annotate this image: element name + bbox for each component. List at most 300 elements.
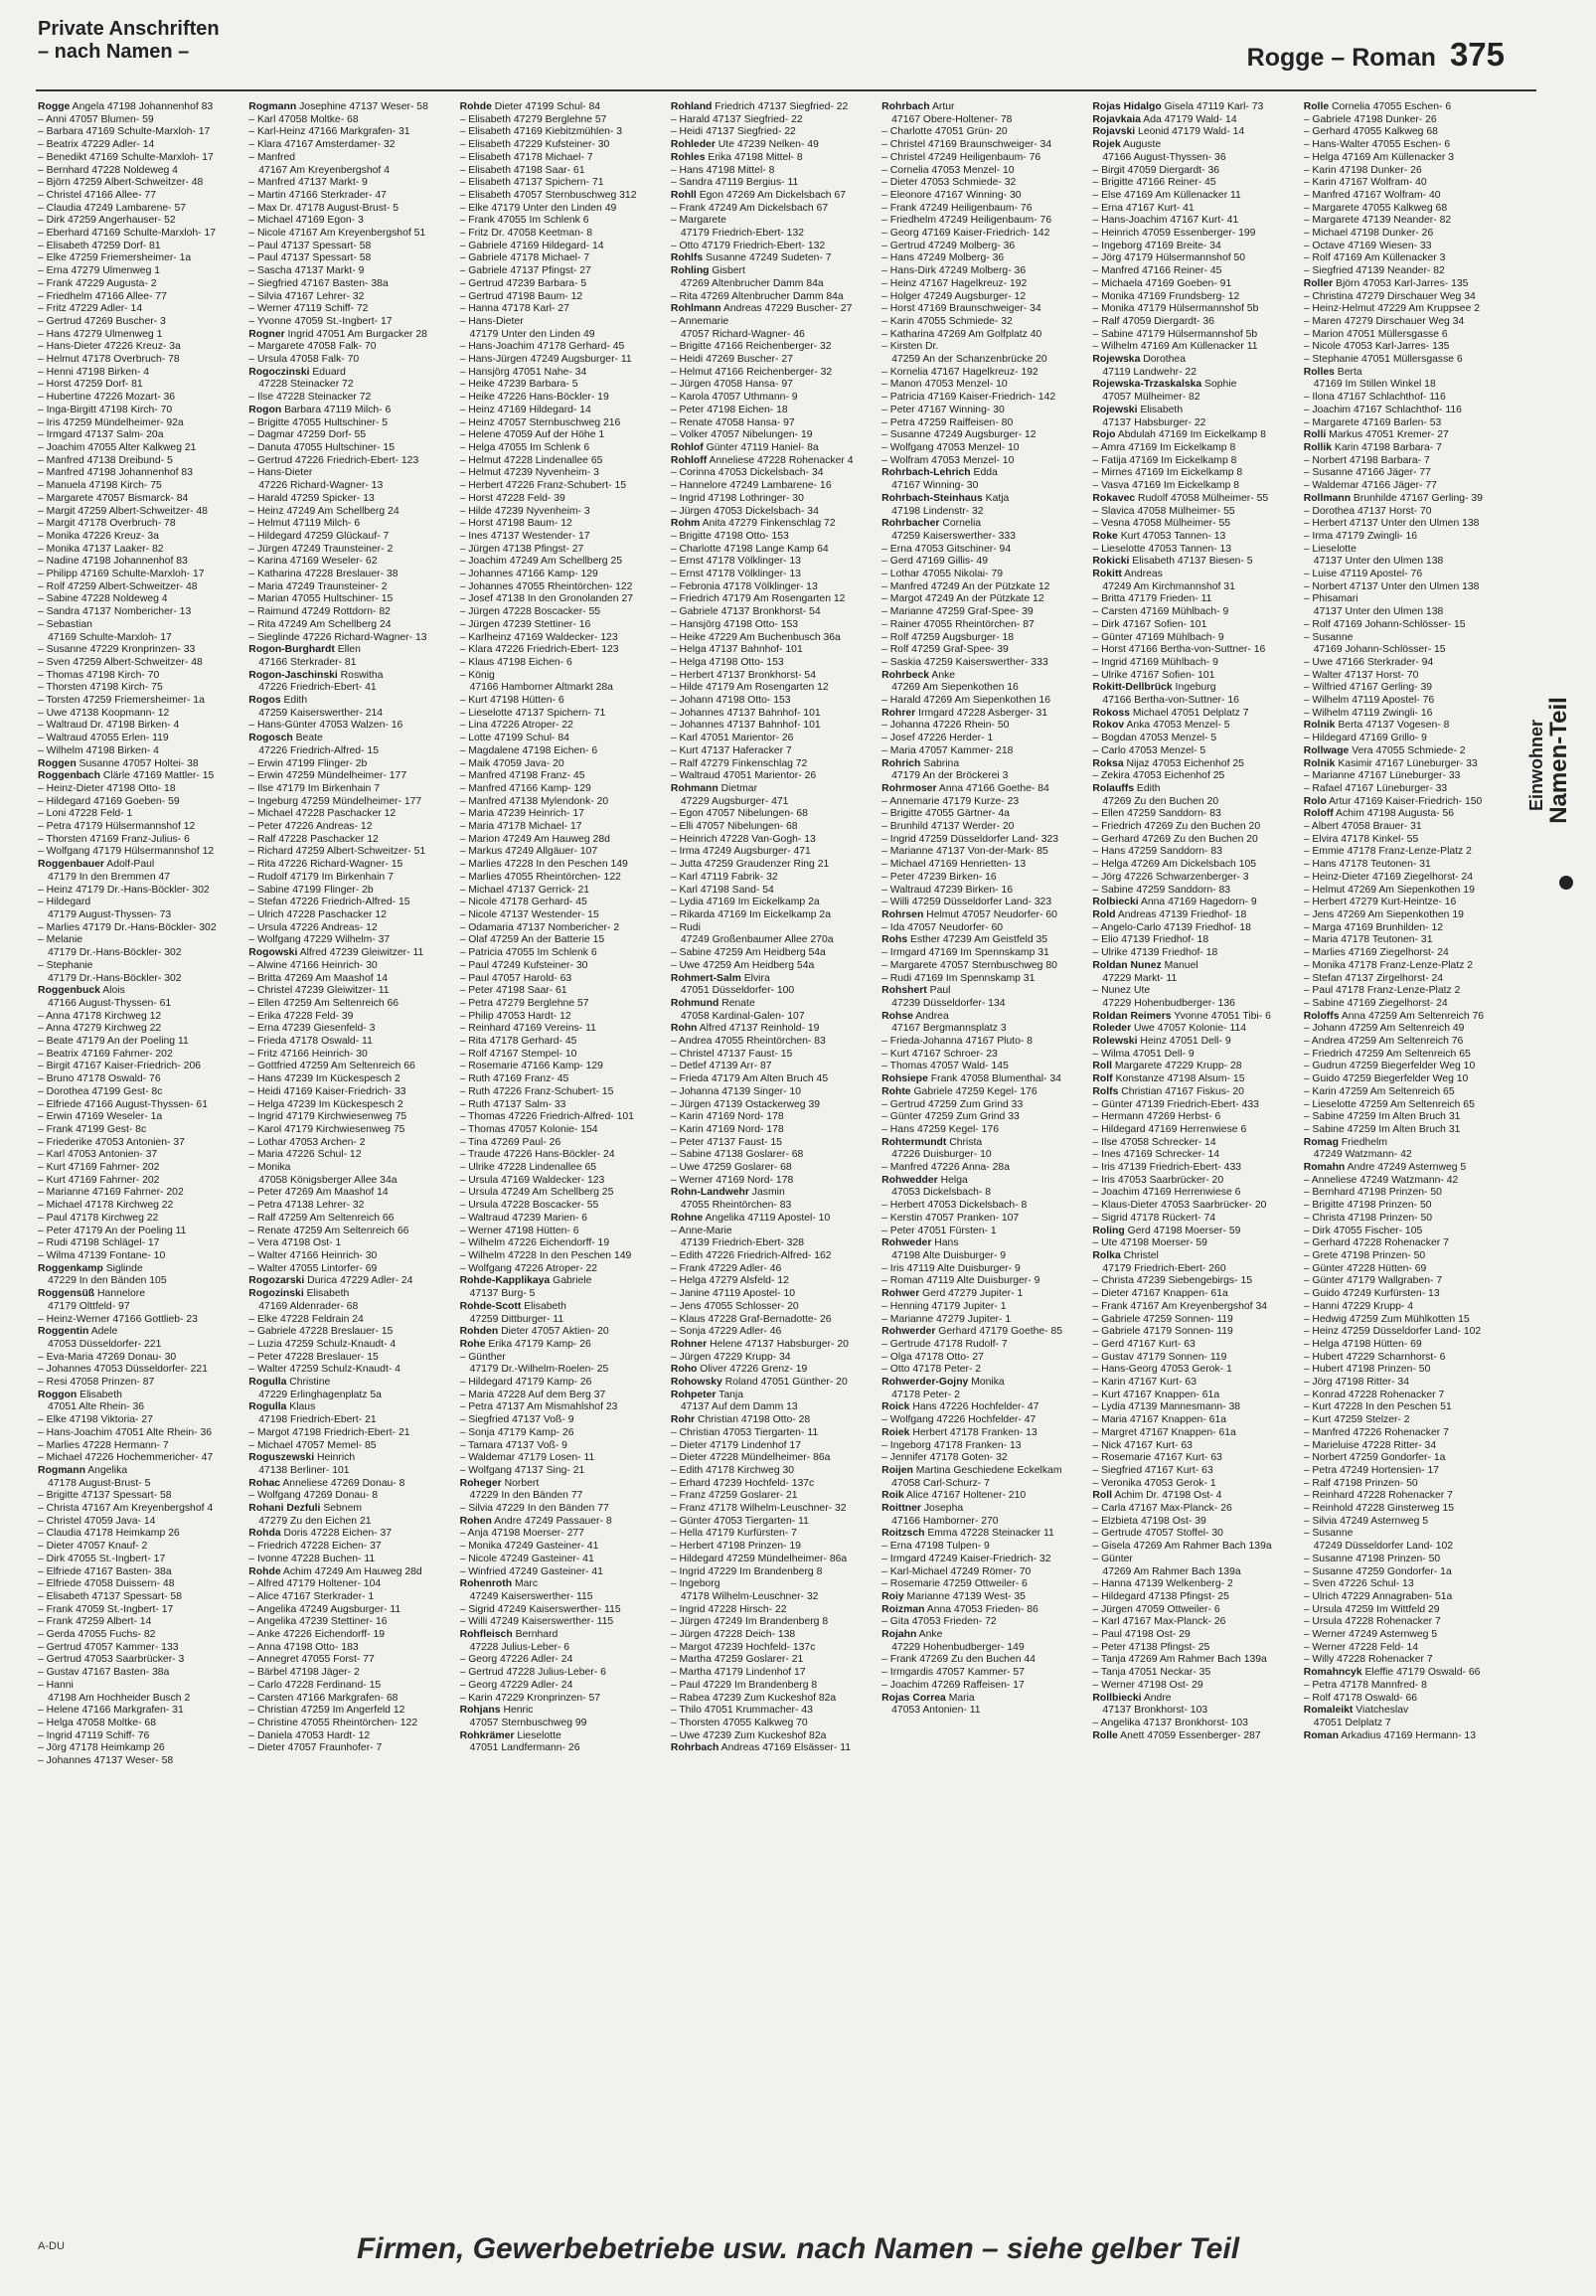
directory-entry [881, 1086, 1086, 1099]
directory-entry [1092, 859, 1297, 872]
directory-entry [38, 455, 242, 468]
directory-entry [460, 1314, 665, 1327]
surname: Rogmann [248, 101, 297, 112]
entry-details: – Günter 47228 Hütten- 69 [1303, 1262, 1427, 1274]
directory-entry [248, 1516, 453, 1529]
directory-entry [248, 1680, 453, 1693]
directory-entry [248, 885, 453, 898]
directory-entry [1304, 1237, 1509, 1250]
directory-entry [671, 1124, 876, 1137]
directory-entry [38, 695, 242, 708]
directory-entry [1092, 1528, 1297, 1541]
directory-entry [38, 506, 242, 519]
entry-details: Ellen [334, 644, 361, 656]
directory-entry [671, 872, 876, 885]
entry-details: – Sabine 47259 Am Heidberg 54a [670, 947, 826, 959]
entry-details: – Ellen 47259 Sanddorn- 83 [1092, 808, 1221, 820]
entry-details: – Brigitte 47198 Otto- 153 [670, 530, 789, 542]
directory-entry [671, 329, 876, 342]
entry-details: – Max Dr. 47178 August-Brust- 5 [248, 202, 399, 214]
entry-details: – Christa 47198 Prinzen- 50 [1303, 1212, 1433, 1224]
entry-details: – Maik 47059 Java- 20 [459, 757, 564, 769]
entry-details: – Jürgen 47249 Im Brandenberg 8 [670, 1616, 829, 1628]
directory-entry [671, 493, 876, 506]
entry-details: – Frank 47199 Gest- 8c [38, 1123, 147, 1135]
directory-entry [460, 1086, 665, 1099]
entry-details: – Dirk 47055 Fischer- 105 [1303, 1225, 1423, 1236]
directory-entry [1304, 1352, 1509, 1365]
directory-entry [1304, 682, 1509, 695]
entry-details: 47179 In den Bremmen 47 [48, 871, 171, 883]
directory-entry [881, 796, 1086, 809]
directory-entry [1092, 1705, 1297, 1718]
directory-entry [248, 644, 453, 657]
directory-entry [248, 493, 453, 506]
directory-entry [248, 1478, 453, 1491]
entry-details: – Wilfried 47167 Gerling- 39 [1303, 682, 1433, 694]
entry-details: – Irma 47249 Augsburger- 471 [670, 846, 811, 858]
directory-entry [248, 1023, 453, 1036]
entry-details: Henric [500, 1705, 534, 1717]
directory-entry [671, 1073, 876, 1086]
entry-details: Berta [1334, 366, 1362, 378]
entry-details: Herbert 47178 Franken- 13 [909, 1426, 1037, 1438]
entry-details: 47249 Am Kirchmannshof 31 [1102, 580, 1235, 592]
entry-details: 47228 Steinacker 72 [258, 379, 354, 391]
directory-entry [460, 1250, 665, 1263]
directory-entry [671, 1616, 876, 1629]
entry-details: 47178 Wilhelm-Leuschner- 32 [680, 1590, 819, 1602]
directory-entry [38, 177, 242, 190]
entry-details: – Michael 47228 Paschacker 12 [248, 808, 397, 820]
directory-entry [460, 1414, 665, 1427]
directory-entry [248, 544, 453, 557]
entry-details: Anett 47059 Essenberger- 287 [1117, 1729, 1261, 1741]
directory-entry [248, 278, 453, 291]
surname: Rogosch [248, 733, 293, 744]
entry-details: – Wolfgang 47229 Wilhelm- 37 [248, 934, 391, 946]
entry-details: Uwe 47057 Kolonie- 114 [1131, 1023, 1247, 1035]
directory-entry [1092, 897, 1297, 909]
directory-entry [460, 341, 665, 354]
directory-entry [38, 241, 242, 253]
directory-entry [248, 985, 453, 998]
directory-entry [460, 429, 665, 442]
surname: Rohling [670, 265, 710, 277]
directory-entry [881, 1591, 1086, 1604]
directory-entry [248, 1604, 453, 1617]
directory-entry [1304, 770, 1509, 783]
surname: Roldan Nunez [1092, 959, 1162, 971]
entry-details: 47169 Aldenrader- 68 [258, 1300, 359, 1312]
surname: Rohde [248, 1565, 281, 1577]
entry-details: – Sandra 47119 Bergius- 11 [670, 177, 799, 189]
entry-details: – Elke 47259 Friemersheimer- 1a [38, 252, 192, 264]
entry-details: – Marlies 47228 Hermann- 7 [38, 1439, 169, 1451]
entry-details: 47229 In den Bänden 77 [469, 1490, 583, 1502]
entry-details: – Erna 47053 Gitschiner- 94 [881, 543, 1012, 555]
directory-entry [1304, 733, 1509, 745]
entry-details: – Nadine 47198 Johannenhof 83 [38, 556, 188, 568]
entry-details: 47198 Lindenstr- 32 [891, 505, 984, 517]
directory-entry [38, 1124, 242, 1137]
entry-details: – Josef 47138 In den Gronolanden 27 [459, 593, 634, 605]
directory-entry [1092, 429, 1297, 442]
directory-entry [1304, 695, 1509, 708]
entry-details: – Gertrud 47239 Barbara- 5 [459, 277, 587, 289]
entry-details: 47179 Unter den Linden 49 [469, 328, 595, 340]
directory-entry [671, 506, 876, 519]
entry-details: Elisabeth [521, 1300, 566, 1312]
entry-details: – Gertrud 47226 Friedrich-Ebert- 123 [248, 454, 419, 466]
entry-details: – Jennifer 47178 Goten- 32 [881, 1452, 1008, 1464]
entry-details: – Grete 47198 Prinzen- 50 [1303, 1249, 1426, 1261]
directory-entry [671, 341, 876, 354]
directory-entry [460, 1073, 665, 1086]
directory-entry [248, 518, 453, 531]
surname: Rokov [1092, 720, 1125, 732]
directory-entry [1304, 417, 1509, 430]
directory-entry [460, 569, 665, 581]
entry-details: – Waltraud 47051 Marientor- 26 [670, 770, 817, 782]
directory-entry [38, 265, 242, 278]
entry-details: – Gita 47053 Frieden- 72 [881, 1616, 997, 1628]
directory-entry [1304, 1604, 1509, 1617]
directory-entry [460, 1730, 665, 1743]
entry-details: – Roman 47119 Alte Duisburger- 9 [881, 1275, 1040, 1287]
entry-details: – Elfriede 47166 August-Thyssen- 61 [38, 1098, 208, 1110]
entry-details: – Kurt 47167 Knappen- 61a [1092, 1389, 1220, 1400]
directory-entry [881, 934, 1086, 947]
surname: Rohweder [881, 1237, 932, 1249]
entry-details: – Hans 47279 Ulmenweg 1 [38, 328, 163, 340]
directory-entry [671, 1301, 876, 1314]
directory-entry [1304, 1440, 1509, 1453]
directory-entry [460, 241, 665, 253]
directory-entry [1092, 1049, 1297, 1062]
directory-entry [460, 1503, 665, 1516]
directory-entry [671, 1049, 876, 1062]
directory-entry [881, 544, 1086, 557]
entry-details: 47119 Landwehr- 22 [1102, 366, 1197, 378]
entry-details: – Brigitte 47137 Spessart- 58 [38, 1490, 172, 1502]
entry-details: – Ingrid 47228 Hirsch- 22 [670, 1603, 787, 1615]
directory-entry [881, 1516, 1086, 1529]
directory-entry [881, 1642, 1086, 1655]
entry-details: – Renate 47058 Hansa- 97 [670, 416, 795, 428]
entry-details: Hans [931, 1237, 959, 1249]
directory-entry [248, 203, 453, 216]
directory-entry [1092, 1011, 1297, 1024]
entry-details: – Werner 47198 Ost- 29 [1092, 1679, 1203, 1691]
directory-entry [1304, 480, 1509, 493]
entry-details: – Dirk 47055 St.-Ingbert- 17 [38, 1553, 166, 1564]
directory-entry [881, 215, 1086, 228]
directory-entry [38, 821, 242, 834]
entry-details: Egon 47269 Am Dickelsbach 67 [696, 189, 847, 201]
directory-entry [460, 1352, 665, 1365]
entry-details: – Horst 47198 Baum- 12 [459, 518, 572, 530]
directory-entry [460, 834, 665, 847]
directory-entry [1092, 922, 1297, 935]
directory-entry [1092, 291, 1297, 304]
entry-details: – Maria 47178 Teutonen- 31 [1303, 934, 1433, 946]
entry-details: – Irmgard 47169 Im Spennskamp 31 [881, 947, 1049, 959]
entry-details: 47057 Sternbuschweg 99 [469, 1718, 587, 1728]
directory-entry [460, 708, 665, 721]
entry-details: – Wolfgang 47137 Sing- 21 [459, 1464, 585, 1476]
entry-details: – Marianne 47137 Von-der-Mark- 85 [881, 846, 1048, 858]
surname: Rollik [1303, 441, 1332, 453]
directory-entry [671, 518, 876, 531]
entry-details: Tanja [716, 1389, 743, 1400]
directory-entry [38, 1352, 242, 1365]
entry-details: – Petra 47249 Hortensien- 17 [1303, 1464, 1440, 1476]
entry-details: – Frieda-Johanna 47167 Pluto- 8 [881, 1036, 1034, 1048]
entry-details: 47249 Großenbaumer Allee 270a [680, 934, 834, 946]
surname: Rohloff [670, 454, 708, 466]
entry-details: – Karin 47169 Nord- 178 [670, 1123, 784, 1135]
directory-entry [38, 1073, 242, 1086]
directory-entry [671, 303, 876, 316]
directory-entry [1092, 367, 1297, 380]
entry-details: – Otto 47179 Friedrich-Ebert- 132 [670, 240, 826, 251]
entry-details: – Hildegard 47169 Herrenwiese 6 [1092, 1123, 1247, 1135]
entry-details: – Josef 47226 Herder- 1 [881, 733, 994, 744]
directory-entry [1092, 341, 1297, 354]
entry-details: – Waltraud Dr. 47198 Birken- 4 [38, 720, 180, 732]
surname: Roijen [881, 1464, 913, 1476]
entry-details: – Ingrid 47198 Lothringer- 30 [670, 492, 804, 504]
directory-entry [38, 228, 242, 241]
directory-entry [1304, 265, 1509, 278]
directory-entry [460, 1390, 665, 1402]
directory-entry [38, 1503, 242, 1516]
directory-entry [1304, 846, 1509, 859]
entry-details: – Alwine 47166 Heinrich- 30 [248, 959, 378, 971]
directory-column-1 [38, 101, 242, 2199]
directory-entry [248, 657, 453, 670]
directory-entry [1304, 1730, 1509, 1743]
directory-entry [1092, 1654, 1297, 1667]
surname: Rohne [670, 1212, 704, 1224]
entry-details: 47137 Unter den Ulmen 138 [1313, 606, 1444, 618]
surname: Rohtermundt [881, 1136, 947, 1148]
entry-details: 47058 Königsberger Allee 34a [258, 1174, 398, 1186]
surname: Rojavski [1092, 126, 1136, 138]
directory-entry [248, 1427, 453, 1440]
entry-details: 47226 Richard-Wagner- 13 [258, 480, 384, 492]
entry-details: – Hildegard 47138 Pfingst- 25 [1092, 1590, 1229, 1602]
entry-details: – Detlef 47139 Arr- 87 [670, 1061, 772, 1072]
directory-entry [1304, 593, 1509, 606]
entry-details: Gerhard 47179 Goethe- 85 [935, 1326, 1063, 1338]
entry-details: – Beate 47179 An der Poeling 11 [38, 1036, 189, 1048]
directory-entry [460, 1023, 665, 1036]
directory-entry [248, 1503, 453, 1516]
directory-entry [1092, 783, 1297, 796]
entry-details: Jasmin [748, 1187, 785, 1199]
entry-details: – Peter 47179 An der Poeling 11 [38, 1225, 187, 1236]
surname: Rohjans [459, 1705, 501, 1717]
entry-details: – Siegfried 47167 Basten- 38a [248, 277, 389, 289]
entry-details: – Angelika 47249 Augsburger- 11 [248, 1603, 401, 1615]
directory-entry [38, 1149, 242, 1162]
entry-details: – Gustav 47179 Sonnen- 119 [1092, 1351, 1227, 1363]
entry-details: – Christine 47055 Rheintörchen- 122 [248, 1718, 418, 1728]
directory-entry [881, 885, 1086, 898]
entry-details: – Henning 47179 Jupiter- 1 [881, 1300, 1007, 1312]
entry-details: – Henni 47198 Birken- 4 [38, 366, 150, 378]
surname: Roll [1092, 1061, 1113, 1072]
directory-entry [1304, 619, 1509, 632]
directory-entry [1304, 872, 1509, 885]
entry-details: – Jens 47269 Am Siepenkothen 19 [1303, 909, 1464, 920]
directory-entry [881, 708, 1086, 721]
directory-entry [881, 1541, 1086, 1554]
entry-details: – Gustav 47167 Basten- 38a [38, 1667, 170, 1679]
directory-entry [248, 1275, 453, 1288]
entry-details: – Klaus-Dieter 47053 Saarbrücker- 20 [1092, 1200, 1267, 1212]
directory-entry [38, 644, 242, 657]
directory-entry [671, 1578, 876, 1591]
entry-details: – Peter 47269 Am Maashof 14 [248, 1187, 389, 1199]
directory-entry [881, 442, 1086, 455]
entry-details: – Kornelia 47167 Hagelkreuz- 192 [881, 366, 1038, 378]
side-tab-line2: Namen-Teil [1545, 697, 1572, 824]
entry-details: – Lothar 47055 Nikolai- 79 [881, 569, 1004, 580]
entry-details: – Heinz 47249 Am Schellberg 24 [248, 505, 399, 517]
directory-entry [38, 745, 242, 758]
directory-entry [248, 695, 453, 708]
entry-details: – Hans 47259 Sanddorn- 83 [1092, 846, 1222, 858]
entry-details: Beate [292, 733, 323, 744]
directory-entry [38, 1137, 242, 1150]
directory-entry [1092, 203, 1297, 216]
directory-entry [1092, 467, 1297, 480]
entry-details: – Hildegard 47259 Mündelheimer- 86a [670, 1553, 848, 1564]
entry-details: – Jürgen 47139 Ostackerweg 39 [670, 1098, 821, 1110]
directory-entry [671, 1175, 876, 1188]
entry-details: – Monika 47178 Franz-Lenze-Platz 2 [1303, 959, 1474, 971]
directory-entry [248, 1301, 453, 1314]
entry-details: – Helga 47239 Im Kückespesch 2 [248, 1098, 403, 1110]
entry-details: Karin 47198 Barbara- 7 [1332, 441, 1442, 453]
directory-entry [1092, 493, 1297, 506]
entry-details: – Tanja 47269 Am Rahmer Bach 139a [1092, 1654, 1267, 1666]
directory-entry [671, 165, 876, 178]
entry-details: – Ingeborg 47178 Franken- 13 [881, 1439, 1022, 1451]
directory-entry [38, 1693, 242, 1706]
directory-entry [671, 1401, 876, 1414]
entry-details: – Willi 47259 Düsseldorfer Land- 323 [881, 897, 1052, 908]
directory-entry [248, 1452, 453, 1465]
directory-entry [671, 1288, 876, 1301]
directory-entry [38, 733, 242, 745]
entry-details: – Helmut 47166 Reichenberger- 32 [670, 366, 833, 378]
surname: Roller [1303, 277, 1334, 289]
directory-entry [671, 720, 876, 733]
directory-entry [881, 379, 1086, 392]
entry-details: – Wolfgang 47226 Atroper- 22 [459, 1262, 598, 1274]
entry-details: – Lydia 47169 Im Eickelkamp 2a [670, 897, 820, 908]
entry-details: – Herbert 47198 Prinzen- 19 [670, 1541, 801, 1553]
entry-details: – Walter 47055 Lintorfer- 69 [248, 1262, 378, 1274]
surname: Roggenbach [38, 770, 100, 782]
entry-details: – Margarete [670, 215, 726, 227]
entry-details: – Horst 47169 Braunschweiger- 34 [881, 303, 1041, 315]
directory-entry [881, 846, 1086, 859]
directory-entry [248, 593, 453, 606]
entry-details: – Karl 47058 Moltke- 68 [248, 113, 359, 125]
directory-entry [671, 695, 876, 708]
entry-details: – Siegfried 47137 Voß- 9 [459, 1414, 574, 1426]
directory-entry [248, 1401, 453, 1414]
entry-details: – Erna 47198 Tulpen- 9 [881, 1541, 990, 1553]
directory-entry [1304, 1427, 1509, 1440]
entry-details: – Eva-Maria 47269 Donau- 30 [38, 1351, 177, 1363]
directory-entry [38, 1364, 242, 1377]
directory-entry [248, 1099, 453, 1112]
entry-details: – Yvonne 47059 St.-Ingbert- 17 [248, 315, 393, 327]
directory-entry [1092, 1440, 1297, 1453]
directory-entry [38, 1554, 242, 1566]
entry-details: – Ulrich 47229 Annagraben- 51a [1303, 1590, 1453, 1602]
entry-details: 47259 Dittburger- 11 [469, 1313, 564, 1325]
directory-entry [1304, 670, 1509, 683]
directory-entry [38, 1705, 242, 1718]
entry-details: – Elke 47198 Viktoria- 27 [38, 1414, 153, 1426]
directory-entry [38, 1465, 242, 1478]
entry-details: – Dorothea 47199 Gest- 8c [38, 1085, 163, 1097]
directory-entry [1092, 720, 1297, 733]
directory-entry [671, 909, 876, 922]
directory-entry [38, 593, 242, 606]
directory-entry [1092, 1263, 1297, 1276]
entry-details: – Magdalene 47198 Eichen- 6 [459, 744, 598, 756]
directory-entry [248, 215, 453, 228]
directory-entry [1304, 518, 1509, 531]
entry-details: – Heinz-Helmut 47229 Am Kruppsee 2 [1303, 303, 1481, 315]
directory-entry [1092, 1377, 1297, 1390]
directory-entry [881, 682, 1086, 695]
entry-details: – Karl 47167 Max-Planck- 26 [1092, 1616, 1226, 1628]
entry-details: – Michael 47178 Kirchweg 22 [38, 1200, 174, 1212]
directory-entry [38, 897, 242, 909]
directory-entry [248, 745, 453, 758]
directory-entry [460, 796, 665, 809]
entry-details: – Gabriele 47178 Michael- 7 [459, 252, 590, 264]
directory-entry [881, 190, 1086, 203]
surname: Rohrbach-Lehrich [881, 467, 971, 479]
entry-details: Achim Dr. 47198 Ost- 4 [1112, 1490, 1222, 1502]
directory-entry [1304, 1490, 1509, 1503]
entry-details: – Sebastian [38, 618, 92, 630]
entry-details: – Helmut 47178 Overbruch- 78 [38, 354, 180, 366]
directory-entry [671, 379, 876, 392]
directory-entry [460, 1667, 665, 1680]
directory-entry [38, 569, 242, 581]
directory-entry [1092, 632, 1297, 645]
entry-details: – Karl 47051 Marientor- 26 [670, 733, 794, 744]
entry-details: – Erna 47279 Ulmenweg 1 [38, 265, 161, 277]
directory-entry [671, 1440, 876, 1453]
directory-entry [38, 872, 242, 885]
entry-details: – Karin 47169 Nord- 178 [670, 1111, 784, 1123]
entry-details: – Irma 47179 Zwingli- 16 [1303, 530, 1418, 542]
entry-details: Heinrich [314, 1452, 356, 1464]
entry-details: Doris 47228 Eichen- 37 [280, 1528, 393, 1540]
